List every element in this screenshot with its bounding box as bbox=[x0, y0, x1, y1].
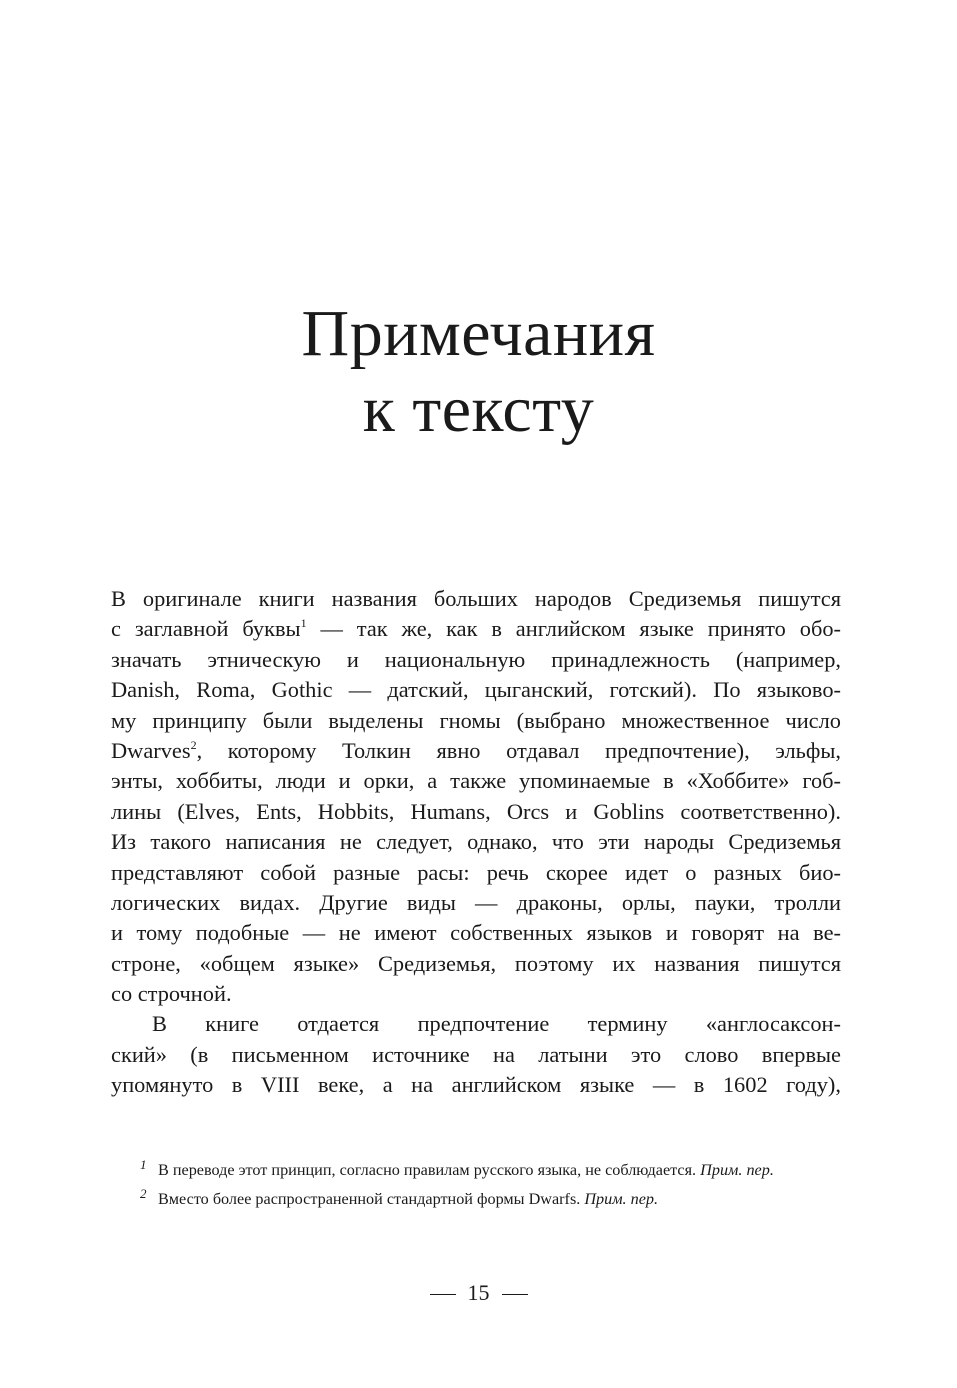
text-line: В книге отдается предпочтение термину «англосаксон- bbox=[152, 1011, 841, 1037]
text-line: энты, хоббиты, люди и орки, а также упоминаемые в «Хоббите» гоб- bbox=[111, 768, 841, 794]
footnotes bbox=[140, 1156, 774, 1214]
chapter-title-line-1: Примечания bbox=[301, 297, 656, 370]
footnote-note: Прим. пер. bbox=[584, 1190, 659, 1208]
text-fragment: с заглавной буквы bbox=[111, 616, 301, 642]
text-line: В оригинале книги названия больших народов Средиземья пишутся bbox=[111, 586, 841, 611]
text-fragment: — так же, как в английском языке принято обо- bbox=[306, 616, 841, 642]
text-line: строне, «общем языке» Средиземья, поэтому их названия пишутся bbox=[111, 950, 841, 976]
text-line: Из такого написания не следует, однако, что эти народы Средиземья bbox=[111, 829, 841, 855]
text-line: со строчной. bbox=[111, 981, 232, 1007]
footnote-2 bbox=[140, 1185, 774, 1214]
footnote-text: Вместо более распространенной стандартной формы Dwarfs. bbox=[158, 1190, 585, 1208]
text-fragment: Dwarves bbox=[111, 737, 191, 763]
text-fragment: , которому Толкин явно отдавал предпочтение), эльфы, bbox=[196, 737, 841, 763]
text-line: значать этническую и национальную принадлежность (например, bbox=[111, 646, 841, 672]
text-line bbox=[111, 736, 841, 766]
text-line: ский» (в письменном источнике на латыни это слово впервые bbox=[111, 1041, 841, 1067]
footnote-ref-2: 2 bbox=[190, 737, 197, 752]
chapter-title-line-2: к тексту bbox=[362, 373, 595, 446]
footnote-mark: 2 bbox=[140, 1186, 147, 1201]
dash-right bbox=[502, 1294, 528, 1295]
text-line: Danish, Roma, Gothic — датский, цыганский, готский). По языково- bbox=[111, 677, 841, 703]
footnote-mark: 1 bbox=[140, 1157, 147, 1172]
text-line: логических видах. Другие виды — драконы, орлы, пауки, тролли bbox=[111, 889, 841, 915]
footnote-text: В переводе этот принцип, согласно правилам русского языка, не соблюдается. bbox=[158, 1161, 701, 1179]
page-number-value: 15 bbox=[467, 1280, 490, 1305]
text-line: му принципу были выделены гномы (выбрано множественное число bbox=[111, 707, 841, 733]
body-text bbox=[111, 584, 841, 1101]
page-number bbox=[0, 1280, 957, 1306]
footnote-ref-1: 1 bbox=[300, 616, 307, 631]
text-line: представляют собой разные расы: речь скорее идет о разных био- bbox=[111, 859, 841, 885]
chapter-title bbox=[0, 296, 957, 448]
footnote-1 bbox=[140, 1156, 774, 1185]
text-line: лины (Elves, Ents, Hobbits, Humans, Orcs и Goblins соответственно). bbox=[111, 798, 841, 824]
footnote-note: Прим. пер. bbox=[700, 1161, 774, 1179]
dash-left bbox=[430, 1294, 456, 1295]
text-line bbox=[111, 614, 841, 644]
text-line: упомянуто в VIII веке, а на английском языке — в 1602 году), bbox=[111, 1072, 841, 1098]
text-line: и тому подобные — не имеют собственных языков и говорят на ве- bbox=[111, 920, 841, 946]
